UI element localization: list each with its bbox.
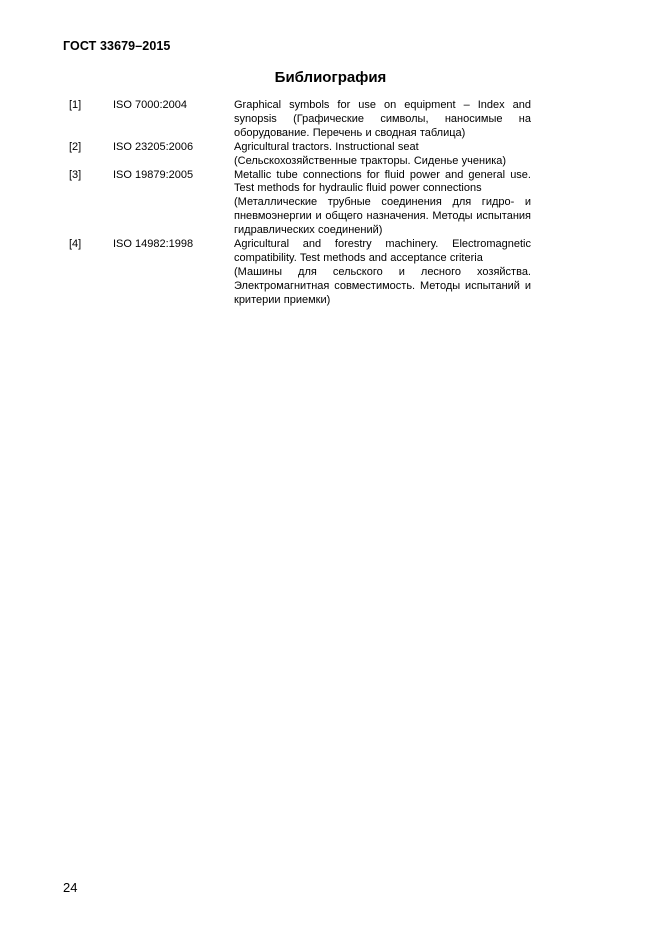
entry-description [234, 99, 531, 141]
entry-number: [3] [69, 168, 82, 181]
page-number: 24 [63, 880, 78, 895]
section-title-text: Библиография [274, 69, 387, 86]
entry-description-en: Agricultural tractors. Instructional seat [234, 140, 419, 153]
entry-description-en: Graphical symbols for use on equipment – Index and synopsis (Графические символы, наносимые на оборудование. Перечень и сводная таблица) [234, 99, 531, 139]
bibliography-entry [69, 99, 531, 141]
entry-description [234, 238, 531, 308]
entry-standard: ISO 14982:1998 [113, 238, 194, 251]
bibliography-entry [69, 141, 531, 169]
entry-number: [2] [69, 140, 82, 153]
bibliography-entry [69, 238, 531, 308]
entry-number: [1] [69, 99, 82, 111]
section-title [0, 69, 661, 86]
entry-standard: ISO 19879:2005 [113, 168, 194, 181]
entry-description-ru: (Металлические трубные соединения для гидро- и пневмоэнергии и общего назначения. Методы испытания гидравлических соединений) [234, 196, 531, 237]
entry-standard: ISO 7000:2004 [113, 99, 188, 111]
bibliography-entry [69, 169, 531, 239]
entry-description [234, 141, 531, 169]
entry-standard: ISO 23205:2006 [113, 140, 194, 153]
entry-description-ru: (Машины для сельского и лесного хозяйства. Электромагнитная совместимость. Методы испытаний и критерии приемки) [234, 265, 531, 306]
entry-description-ru: (Сельскохозяйственные тракторы. Сиденье ученика) [234, 154, 507, 167]
entry-description-en: Agricultural and forestry machinery. Electromagnetic compatibility. Test methods and acceptance criteria [234, 238, 531, 264]
entry-number: [4] [69, 238, 82, 251]
entry-description [234, 169, 531, 239]
document-header: ГОСТ 33679–2015 [63, 39, 171, 53]
entry-description-en: Metallic tube connections for fluid power and general use. Test methods for hydraulic fluid power connections [234, 168, 531, 195]
bibliography-list [69, 99, 531, 308]
